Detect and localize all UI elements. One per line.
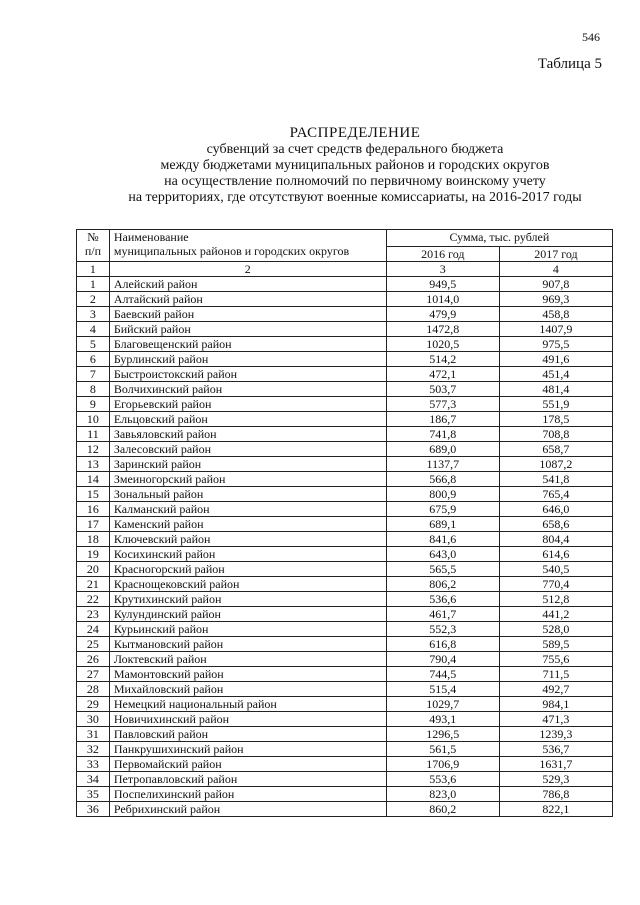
value-2017: 1407,9 — [499, 322, 612, 337]
value-2016: 577,3 — [386, 397, 499, 412]
value-2016: 823,0 — [386, 787, 499, 802]
index-cell: 4 — [499, 262, 612, 277]
value-2017: 822,1 — [499, 802, 612, 817]
value-2017: 540,5 — [499, 562, 612, 577]
value-2017: 658,6 — [499, 517, 612, 532]
value-2016: 689,0 — [386, 442, 499, 457]
row-number: 11 — [77, 427, 110, 442]
value-2016: 566,8 — [386, 472, 499, 487]
row-number: 26 — [77, 652, 110, 667]
district-name: Бурлинский район — [109, 352, 386, 367]
value-2016: 1137,7 — [386, 457, 499, 472]
district-name: Алтайский район — [109, 292, 386, 307]
row-number: 6 — [77, 352, 110, 367]
district-name: Алейский район — [109, 277, 386, 292]
value-2016: 493,1 — [386, 712, 499, 727]
row-number: 9 — [77, 397, 110, 412]
value-2016: 1472,8 — [386, 322, 499, 337]
table-row — [77, 802, 613, 817]
table-row — [77, 382, 613, 397]
value-2016: 552,3 — [386, 622, 499, 637]
value-2016: 461,7 — [386, 607, 499, 622]
value-2017: 711,5 — [499, 667, 612, 682]
table-row — [77, 637, 613, 652]
value-2017: 1239,3 — [499, 727, 612, 742]
table-label: Таблица 5 — [537, 56, 602, 72]
value-2016: 806,2 — [386, 577, 499, 592]
row-number: 30 — [77, 712, 110, 727]
table-body — [77, 277, 613, 817]
value-2016: 1296,5 — [386, 727, 499, 742]
table-row — [77, 652, 613, 667]
row-number: 20 — [77, 562, 110, 577]
value-2017: 512,8 — [499, 592, 612, 607]
row-number: 23 — [77, 607, 110, 622]
district-name: Каменский район — [109, 517, 386, 532]
document-title: РАСПРЕДЕЛЕНИЕ — [289, 125, 421, 141]
value-2017: 755,6 — [499, 652, 612, 667]
value-2016: 514,2 — [386, 352, 499, 367]
heading-line-4: на территориях, где отсутствуют военные комиссариаты, на 2016-2017 годы — [128, 190, 582, 205]
row-number: 27 — [77, 667, 110, 682]
district-name: Заринский район — [109, 457, 386, 472]
value-2017: 481,4 — [499, 382, 612, 397]
value-2017: 471,3 — [499, 712, 612, 727]
district-name: Ребрихинский район — [109, 802, 386, 817]
row-number: 4 — [77, 322, 110, 337]
row-number: 28 — [77, 682, 110, 697]
row-number: 17 — [77, 517, 110, 532]
district-name: Кулундинский район — [109, 607, 386, 622]
table-row — [77, 292, 613, 307]
row-number: 10 — [77, 412, 110, 427]
district-name: Благовещенский район — [109, 337, 386, 352]
value-2017: 178,5 — [499, 412, 612, 427]
row-number: 35 — [77, 787, 110, 802]
value-2016: 616,8 — [386, 637, 499, 652]
row-number: 7 — [77, 367, 110, 382]
value-2017: 528,0 — [499, 622, 612, 637]
value-2017: 786,8 — [499, 787, 612, 802]
value-2016: 643,0 — [386, 547, 499, 562]
row-number: 13 — [77, 457, 110, 472]
district-name: Ключевский район — [109, 532, 386, 547]
table-row — [77, 367, 613, 382]
value-2016: 689,1 — [386, 517, 499, 532]
value-2017: 770,4 — [499, 577, 612, 592]
district-name: Михайловский район — [109, 682, 386, 697]
table-row — [77, 427, 613, 442]
value-2016: 1706,9 — [386, 757, 499, 772]
table-row — [77, 322, 613, 337]
index-cell: 3 — [386, 262, 499, 277]
table-row — [77, 337, 613, 352]
value-2016: 675,9 — [386, 502, 499, 517]
header-num: № п/п — [77, 230, 110, 262]
district-name: Залесовский район — [109, 442, 386, 457]
value-2016: 536,6 — [386, 592, 499, 607]
heading-line-3: на осуществление полномочий по первичному воинскому учету — [164, 174, 546, 189]
table-row — [77, 532, 613, 547]
value-2017: 491,6 — [499, 352, 612, 367]
value-2016: 744,5 — [386, 667, 499, 682]
row-number: 19 — [77, 547, 110, 562]
table-row — [77, 607, 613, 622]
district-name: Мамонтовский район — [109, 667, 386, 682]
value-2016: 1029,7 — [386, 697, 499, 712]
value-2017: 708,8 — [499, 427, 612, 442]
column-index-row — [77, 262, 613, 277]
table-row — [77, 757, 613, 772]
page-number: 546 — [582, 30, 600, 44]
table-row — [77, 277, 613, 292]
value-2016: 949,5 — [386, 277, 499, 292]
district-name: Косихинский район — [109, 547, 386, 562]
table-row — [77, 487, 613, 502]
row-number: 16 — [77, 502, 110, 517]
row-number: 5 — [77, 337, 110, 352]
row-number: 3 — [77, 307, 110, 322]
district-name: Бийский район — [109, 322, 386, 337]
district-name: Кытмановский район — [109, 637, 386, 652]
row-number: 8 — [77, 382, 110, 397]
row-number: 18 — [77, 532, 110, 547]
row-number: 22 — [77, 592, 110, 607]
table-row — [77, 547, 613, 562]
district-name: Курьинский район — [109, 622, 386, 637]
value-2017: 551,9 — [499, 397, 612, 412]
table-row — [77, 502, 613, 517]
row-number: 29 — [77, 697, 110, 712]
table-row — [77, 457, 613, 472]
document-heading — [0, 124, 640, 206]
index-cell: 1 — [77, 262, 110, 277]
row-number: 31 — [77, 727, 110, 742]
value-2017: 441,2 — [499, 607, 612, 622]
heading-line-2: между бюджетами муниципальных районов и городских округов — [160, 158, 550, 173]
header-2017: 2017 год — [499, 247, 612, 262]
table-row — [77, 667, 613, 682]
value-2016: 503,7 — [386, 382, 499, 397]
header-2016: 2016 год — [386, 247, 499, 262]
value-2017: 975,5 — [499, 337, 612, 352]
row-number: 1 — [77, 277, 110, 292]
value-2016: 553,6 — [386, 772, 499, 787]
table-row — [77, 682, 613, 697]
district-name: Завьяловский район — [109, 427, 386, 442]
district-name: Первомайский район — [109, 757, 386, 772]
table-row — [77, 562, 613, 577]
district-name: Змеиногорский район — [109, 472, 386, 487]
row-number: 36 — [77, 802, 110, 817]
table-row — [77, 577, 613, 592]
row-number: 33 — [77, 757, 110, 772]
table-row — [77, 622, 613, 637]
row-number: 14 — [77, 472, 110, 487]
value-2016: 479,9 — [386, 307, 499, 322]
district-name: Крутихинский район — [109, 592, 386, 607]
value-2016: 472,1 — [386, 367, 499, 382]
district-name: Зональный район — [109, 487, 386, 502]
table-row — [77, 727, 613, 742]
table-row — [77, 307, 613, 322]
value-2017: 765,4 — [499, 487, 612, 502]
row-number: 32 — [77, 742, 110, 757]
table-row — [77, 412, 613, 427]
district-name: Поспелихинский район — [109, 787, 386, 802]
value-2017: 658,7 — [499, 442, 612, 457]
row-number: 24 — [77, 622, 110, 637]
value-2017: 458,8 — [499, 307, 612, 322]
district-name: Петропавловский район — [109, 772, 386, 787]
district-name: Павловский район — [109, 727, 386, 742]
value-2017: 804,4 — [499, 532, 612, 547]
value-2017: 492,7 — [499, 682, 612, 697]
district-name: Новичихинский район — [109, 712, 386, 727]
district-name: Баевский район — [109, 307, 386, 322]
table-row — [77, 442, 613, 457]
district-name: Быстроистокский район — [109, 367, 386, 382]
table-row — [77, 697, 613, 712]
index-cell: 2 — [109, 262, 386, 277]
value-2016: 515,4 — [386, 682, 499, 697]
header-name — [109, 230, 386, 262]
row-number: 2 — [77, 292, 110, 307]
value-2016: 1020,5 — [386, 337, 499, 352]
distribution-table — [76, 229, 613, 817]
table-row — [77, 742, 613, 757]
table-row — [77, 397, 613, 412]
value-2017: 907,8 — [499, 277, 612, 292]
row-number: 15 — [77, 487, 110, 502]
header-name-line-1: Наименование — [113, 230, 189, 244]
value-2016: 790,4 — [386, 652, 499, 667]
district-name: Волчихинский район — [109, 382, 386, 397]
value-2017: 589,5 — [499, 637, 612, 652]
table-row — [77, 592, 613, 607]
value-2017: 1631,7 — [499, 757, 612, 772]
table-row — [77, 517, 613, 532]
value-2017: 536,7 — [499, 742, 612, 757]
value-2017: 646,0 — [499, 502, 612, 517]
district-name: Немецкий национальный район — [109, 697, 386, 712]
row-number: 25 — [77, 637, 110, 652]
header-name-line-2: муниципальных районов и городских округов — [113, 244, 350, 258]
value-2016: 841,6 — [386, 532, 499, 547]
value-2016: 800,9 — [386, 487, 499, 502]
value-2016: 561,5 — [386, 742, 499, 757]
value-2017: 1087,2 — [499, 457, 612, 472]
district-name: Краснощековский район — [109, 577, 386, 592]
table-row — [77, 472, 613, 487]
district-name: Ельцовский район — [109, 412, 386, 427]
table-row — [77, 352, 613, 367]
row-number: 34 — [77, 772, 110, 787]
value-2017: 451,4 — [499, 367, 612, 382]
value-2017: 984,1 — [499, 697, 612, 712]
value-2016: 565,5 — [386, 562, 499, 577]
header-sum: Сумма, тыс. рублей — [386, 230, 612, 247]
value-2017: 969,3 — [499, 292, 612, 307]
value-2016: 741,8 — [386, 427, 499, 442]
value-2017: 614,6 — [499, 547, 612, 562]
district-name: Локтевский район — [109, 652, 386, 667]
table-row — [77, 712, 613, 727]
value-2017: 541,8 — [499, 472, 612, 487]
district-name: Красногорский район — [109, 562, 386, 577]
value-2017: 529,3 — [499, 772, 612, 787]
row-number: 21 — [77, 577, 110, 592]
table-row — [77, 772, 613, 787]
table-row — [77, 787, 613, 802]
district-name: Калманский район — [109, 502, 386, 517]
value-2016: 1014,0 — [386, 292, 499, 307]
value-2016: 186,7 — [386, 412, 499, 427]
district-name: Панкрушихинский район — [109, 742, 386, 757]
row-number: 12 — [77, 442, 110, 457]
value-2016: 860,2 — [386, 802, 499, 817]
district-name: Егорьевский район — [109, 397, 386, 412]
heading-line-1: субвенций за счет средств федерального бюджета — [206, 142, 504, 157]
